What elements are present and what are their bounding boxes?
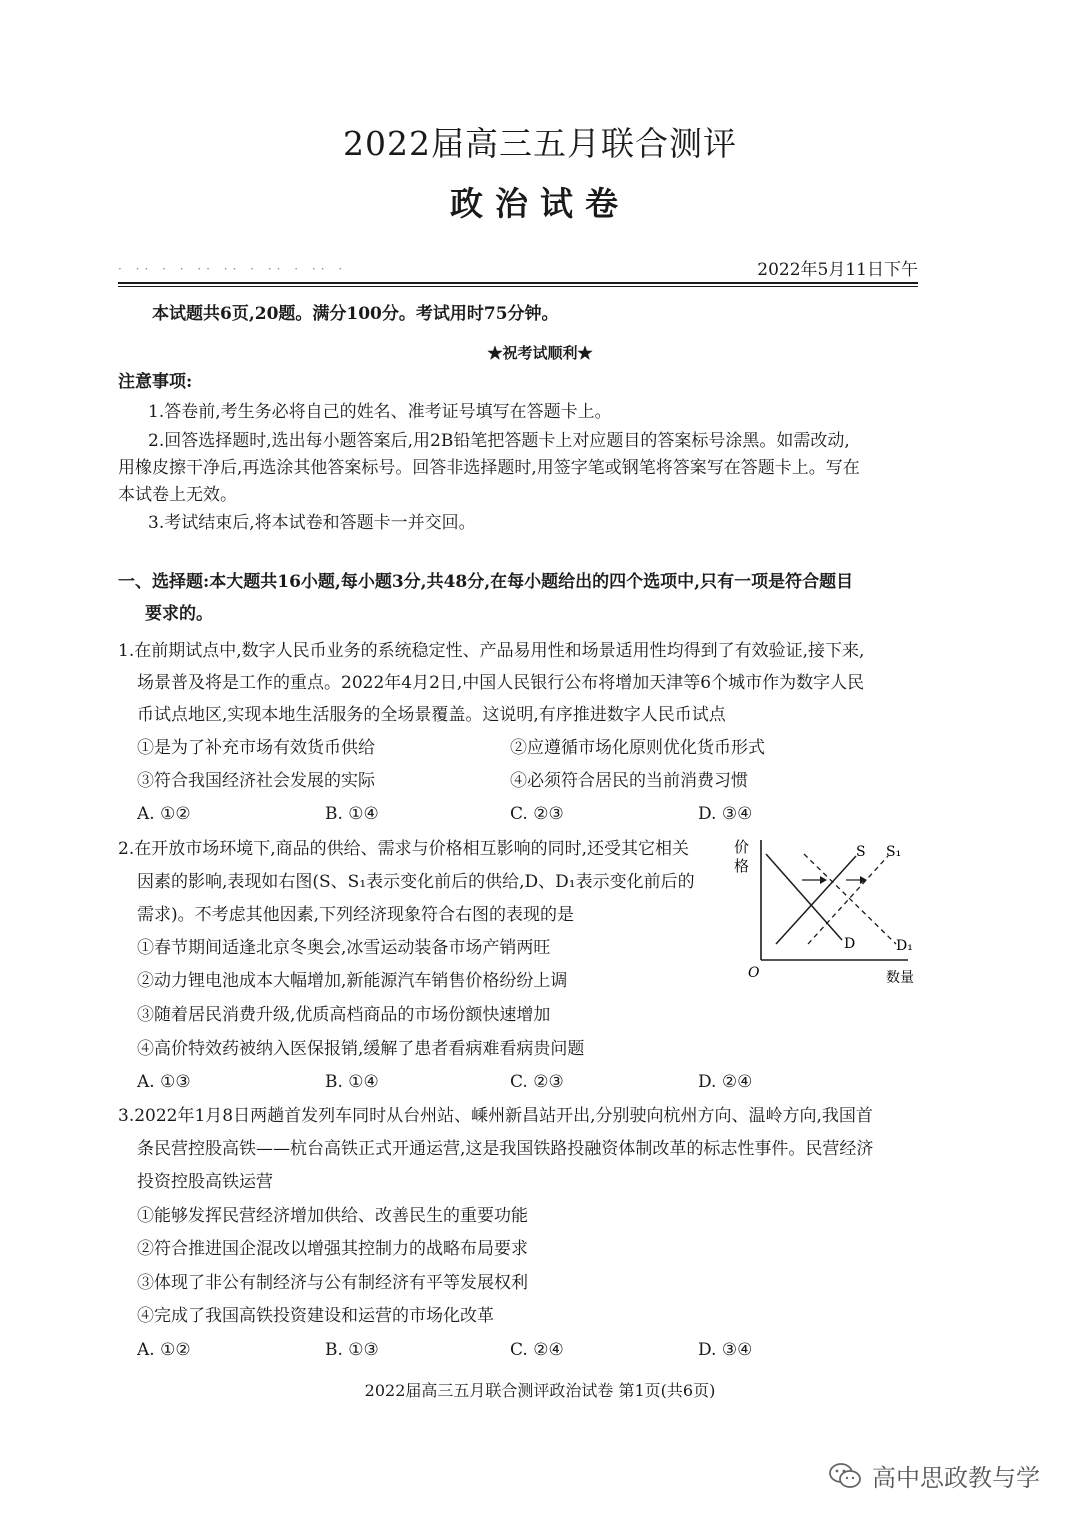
q3-stem: 条民营控股高铁——杭台高铁正式开通运营,这是我国铁路投融资体制改革的标志性事件。民营经济 [137, 1139, 874, 1159]
q3-item: ①能够发挥民营经济增加供给、改善民生的重要功能 [137, 1206, 528, 1226]
label-d1: D₁ [896, 938, 913, 954]
q2-choice-c: C. ②③ [510, 1072, 564, 1092]
exam-subtitle: 政治试卷 [450, 184, 630, 223]
q1-item: ②应遵循市场化原则优化货币形式 [510, 738, 765, 758]
blessing: ★祝考试顺利★ [487, 344, 593, 362]
supply-demand-graph [728, 832, 928, 992]
faint-marks: · ·· · · ·· ·· · ·· · ·· · [118, 262, 348, 276]
exam-datetime: 2022年5月11日下午 [757, 260, 918, 280]
q2-item: ②动力锂电池成本大幅增加,新能源汽车销售价格纷纷上调 [137, 971, 568, 991]
q1-stem: 币试点地区,实现本地生活服务的全场景覆盖。这说明,有序推进数字人民币试点 [137, 705, 726, 725]
q3-choice-d: D. ③④ [698, 1340, 753, 1360]
label-d: D [844, 936, 856, 952]
graph-xlabel: 数量 [886, 970, 914, 986]
graph-ylabel-top: 价 [734, 838, 750, 856]
q3-item: ④完成了我国高铁投资建设和运营的市场化改革 [137, 1306, 494, 1326]
q2-item: ③随着居民消费升级,优质高档商品的市场份额快速增加 [137, 1005, 551, 1025]
exam-title: 2022届高三五月联合测评 [343, 124, 737, 163]
demand-curve-d [766, 854, 842, 940]
notice-line: 1.答卷前,考生务必将自己的姓名、准考证号填写在答题卡上。 [148, 402, 612, 422]
q1-item: ③符合我国经济社会发展的实际 [137, 771, 375, 791]
section-heading-cont: 要求的。 [145, 604, 213, 624]
q3-stem: 投资控股高铁运营 [137, 1172, 273, 1192]
notice-line: 2.回答选择题时,选出每小题答案后,用2B铅笔把答题卡上对应题目的答案标号涂黑。如需改动, [148, 431, 850, 451]
watermark-text: 高中思政教与学 [872, 1464, 1040, 1492]
watermark [828, 1458, 1040, 1493]
wechat-icon [828, 1462, 862, 1490]
q1-stem: 场景普及将是工作的重点。2022年4月2日,中国人民银行公布将增加天津等6个城市作为数字人民 [137, 673, 865, 693]
q2-stem: 2.在开放市场环境下,商品的供给、需求与价格相互影响的同时,还受其它相关 [118, 839, 690, 859]
graph-ylabel-bottom: 格 [734, 857, 750, 875]
q2-stem: 因素的影响,表现如右图(S、S₁表示变化前后的供给,D、D₁表示变化前后的 [137, 872, 695, 892]
q1-stem: 1.在前期试点中,数字人民币业务的系统稳定性、产品易用性和场景适用性均得到了有效验证,接下来, [118, 641, 865, 661]
page-footer: 2022届高三五月联合测评政治试卷 第1页(共6页) [364, 1381, 716, 1400]
q2-stem: 需求)。不考虑其他因素,下列经济现象符合右图的表现的是 [137, 905, 575, 925]
q3-choice-c: C. ②④ [510, 1340, 564, 1360]
notice-line: 3.考试结束后,将本试卷和答题卡一并交回。 [148, 513, 476, 533]
q3-choice-a: A. ①② [137, 1340, 191, 1360]
header-rule-thin [118, 286, 918, 287]
section-heading: 一、选择题:本大题共16小题,每小题3分,共48分,在每小题给出的四个选项中,只有一项是符合题目 [118, 572, 854, 592]
q2-choice-a: A. ①③ [137, 1072, 191, 1092]
header-rule [118, 282, 918, 284]
q3-item: ③体现了非公有制经济与公有制经济有平等发展权利 [137, 1273, 528, 1293]
exam-summary: 本试题共6页,20题。满分100分。考试用时75分钟。 [152, 304, 559, 324]
q1-choice-c: C. ②③ [510, 804, 564, 824]
q1-choice-b: B. ①④ [325, 804, 379, 824]
graph-origin: O [748, 965, 760, 981]
supply-curve-s [776, 856, 856, 944]
q1-choice-a: A. ①② [137, 804, 191, 824]
label-s: S [856, 844, 866, 860]
q1-choice-d: D. ③④ [698, 804, 753, 824]
label-s1: S₁ [886, 844, 902, 860]
q3-item: ②符合推进国企混改以增强其控制力的战略布局要求 [137, 1239, 528, 1259]
notice-title: 注意事项: [118, 372, 193, 392]
q2-choice-b: B. ①④ [325, 1072, 379, 1092]
q2-choice-d: D. ②④ [698, 1072, 753, 1092]
q1-item: ④必须符合居民的当前消费习惯 [510, 771, 748, 791]
shift-arrowhead-left [820, 876, 827, 884]
q2-item: ①春节期间适逢北京冬奥会,冰雪运动装备市场产销两旺 [137, 938, 551, 958]
notice-line: 用橡皮擦干净后,再选涂其他答案标号。回答非选择题时,用签字笔或钢笔将答案写在答题卡上。写在 [118, 458, 860, 478]
q2-item: ④高价特效药被纳入医保报销,缓解了患者看病难看病贵问题 [137, 1039, 585, 1059]
q3-stem: 3.2022年1月8日两趟首发列车同时从台州站、嵊州新昌站开出,分别驶向杭州方向、温岭方向,我国首 [118, 1106, 873, 1126]
notice-line: 本试卷上无效。 [118, 485, 237, 505]
q1-item: ①是为了补充市场有效货币供给 [137, 738, 375, 758]
q3-choice-b: B. ①③ [325, 1340, 379, 1360]
